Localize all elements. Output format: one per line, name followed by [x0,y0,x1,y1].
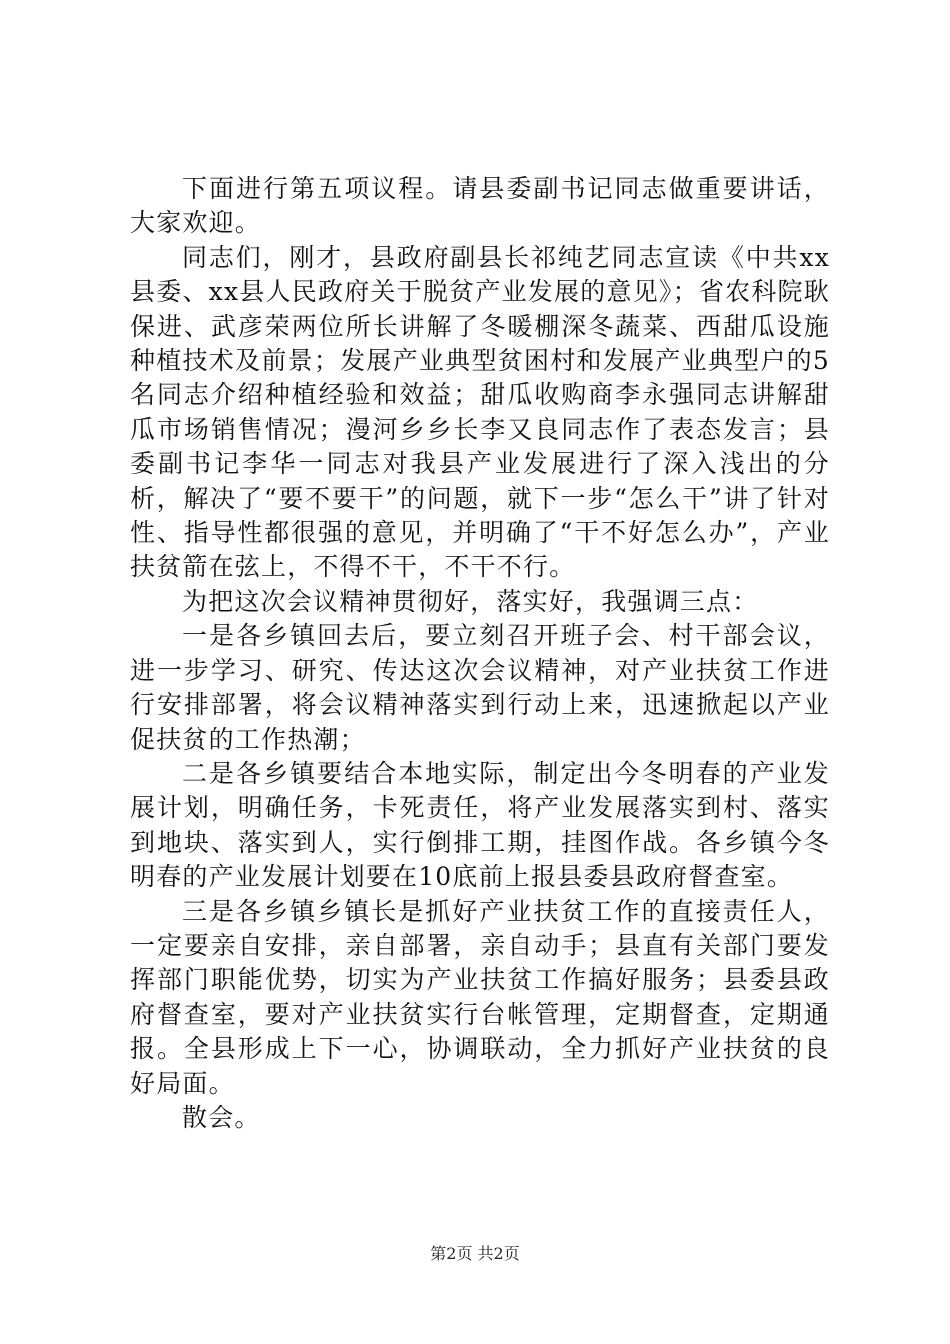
paragraph-agenda-item-five: 下面进行第五项议程。请县委副书记同志做重要讲话，大家欢迎。 [130,174,830,238]
paragraph-point-three: 三是各乡镇乡镇长是抓好产业扶贫工作的直接责任人，一定要亲自安排，亲自部署，亲自动手；县直有关部门要发挥部门职能优势，切实为产业扶贫工作搞好服务；县委县政府督查室，要对产业扶贫实行台帐管理，定期督查，定期通报。全县形成上下一心，协调联动，全力抓好产业扶贫的良好局面。 [130,896,830,1098]
paragraph-meeting-summary: 同志们，刚才，县政府副县长祁纯艺同志宣读《中共xx县委、xx县人民政府关于脱贫产业发展的意见》；省农科院耿保进、武彦荣两位所长讲解了冬暖棚深冬蔬菜、西甜瓜设施种植技术及前景；发展产业典型贫困村和发展产业典型户的5名同志介绍种植经验和效益；甜瓜收购商李永强同志讲解甜瓜市场销售情况；漫河乡乡长李又良同志作了表态发言；县委副书记李华一同志对我县产业发展进行了深入浅出的分析，解决了“要不要干”的问题，就下一步“怎么干”讲了针对性、指导性都很强的意见，并明确了“干不好怎么办”，产业扶贫箭在弦上，不得不干，不干不行。 [130,242,830,582]
paragraph-point-two: 二是各乡镇要结合本地实际，制定出今冬明春的产业发展计划，明确任务，卡死责任，将产业发展落实到村、落实到地块、落实到人，实行倒排工期，挂图作战。各乡镇今冬明春的产业发展计划要在10底前上报县委县政府督查室。 [130,758,830,892]
page-footer: 第2页 共2页 [430,1244,520,1263]
paragraph-adjourn: 散会。 [182,1102,261,1132]
paragraph-three-points-intro: 为把这次会议精神贯彻好，落实好，我强调三点： [182,586,759,616]
document-body [130,172,830,1135]
paragraph-point-one: 一是各乡镇回去后，要立刻召开班子会、村干部会议，进一步学习、研究、传达这次会议精神，对产业扶贫工作进行安排部署，将会议精神落实到行动上来，迅速掀起以产业促扶贫的工作热潮； [130,621,830,754]
